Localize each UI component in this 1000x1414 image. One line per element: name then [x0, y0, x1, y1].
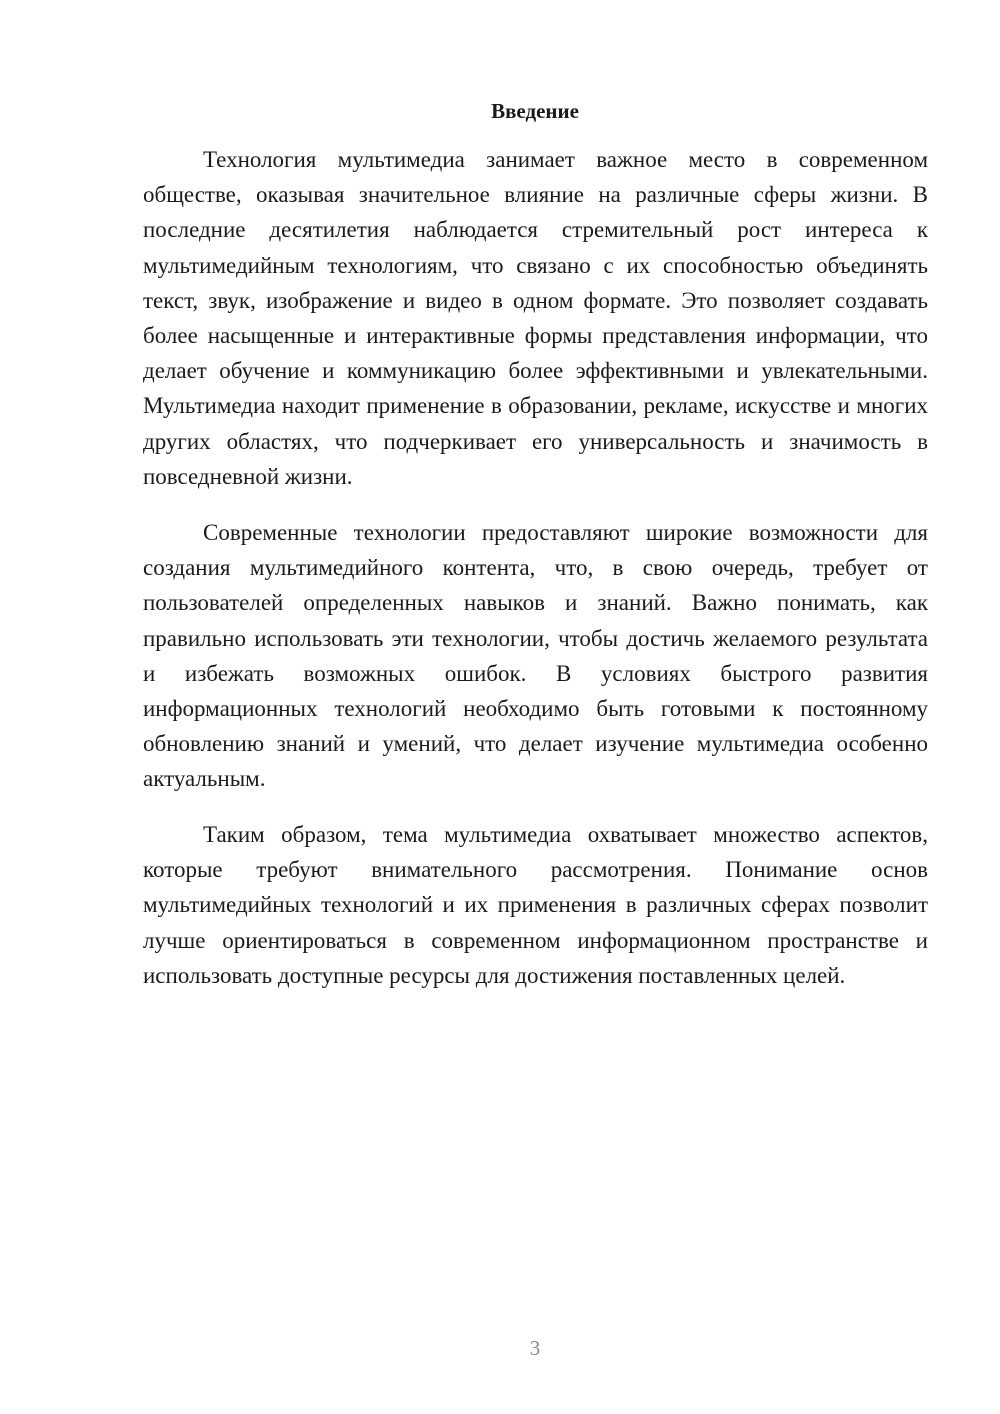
paragraph-1: Технология мультимедиа занимает важное место в современном обществе, оказывая значительное влияние на различные сферы жизни. В последние десятилетия наблюдается стремительный рост интереса к мультимедийным технологиям, что связано с их способностью объединять текст, звук, изображение и видео в одном формате. Это позволяет создавать более насыщенные и интерактивные формы представления информации, что делает обучение и коммуникацию более эффективными и увлекательными. Мультимедиа находит применение в образовании, рекламе, искусстве и многих других областях, что подчеркивает его универсальность и значимость в повседневной жизни. [143, 147, 928, 489]
page-number: 3 [529, 1336, 541, 1360]
section-heading: Введение [491, 99, 579, 123]
paragraph-2: Современные технологии предоставляют широкие возможности для создания мультимедийного контента, что, в свою очередь, требует от пользователей определенных навыков и знаний. Важно понимать, как правильно использовать эти технологии, чтобы достичь желаемого результата и избежать возможных ошибок. В условиях быстрого развития информационных технологий необходимо быть готовыми к постоянному обновлению знаний и умений, что делает изучение мультимедиа особенно актуальным. [143, 520, 928, 792]
paragraph-3: Таким образом, тема мультимедиа охватывает множество аспектов, которые требуют внимательного рассмотрения. Понимание основ мультимедийных технологий и их применения в различных сферах позволит лучше ориентироваться в современном информационном пространстве и использовать доступные ресурсы для достижения поставленных целей. [143, 822, 928, 988]
